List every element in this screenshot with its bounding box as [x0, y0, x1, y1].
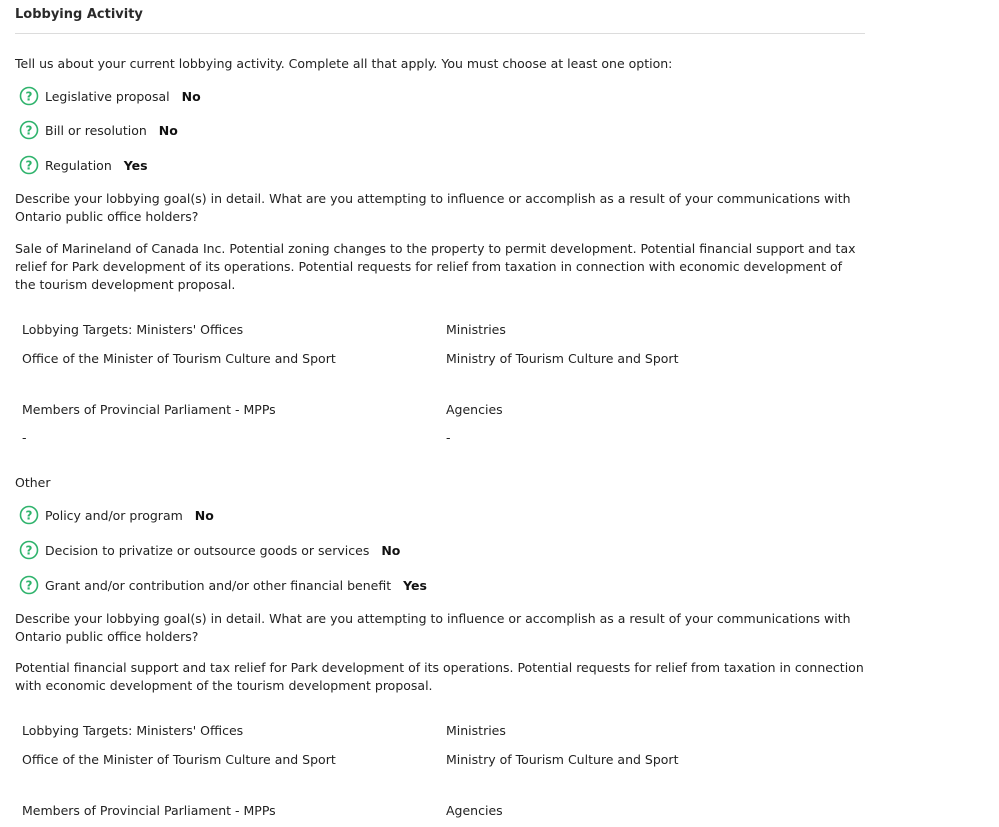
- question-answer: No: [381, 542, 401, 558]
- svg-text:?: ?: [25, 89, 33, 104]
- title-divider: [15, 33, 865, 34]
- help-question-icon[interactable]: [19, 86, 39, 106]
- targets-mpps-header: Members of Provincial Parliament - MPPs: [22, 402, 276, 417]
- targets-agencies-header: Agencies: [446, 402, 503, 417]
- other-heading: Other: [15, 475, 51, 490]
- targets-ministries-header: Ministries: [446, 322, 506, 337]
- question-answer: Yes: [123, 157, 148, 173]
- targets-ministers-header: Lobbying Targets: Ministers' Offices: [22, 322, 244, 337]
- targets-ministries-header: Ministries: [446, 723, 506, 738]
- question-answer: No: [194, 507, 214, 523]
- svg-text:?: ?: [25, 158, 33, 173]
- goal-prompt: Describe your lobbying goal(s) in detail. What are you attempting to influence or accomplish as a result of your communications with Ontario public office holders?: [15, 611, 851, 644]
- question-grant-or-contribution: [19, 574, 427, 596]
- targets-mpps-header: Members of Provincial Parliament - MPPs: [22, 803, 276, 818]
- targets-ministers-value: Office of the Minister of Tourism Culture and Sport: [22, 752, 336, 767]
- section-title: Lobbying Activity: [15, 7, 143, 22]
- targets-ministries-value: Ministry of Tourism Culture and Sport: [446, 351, 679, 366]
- svg-text:?: ?: [25, 123, 33, 138]
- help-question-icon[interactable]: [19, 120, 39, 140]
- targets-agencies-header: Agencies: [446, 803, 503, 818]
- targets-mpps-value: -: [22, 430, 27, 445]
- question-label: Policy and/or program: [45, 507, 183, 523]
- svg-text:?: ?: [25, 543, 33, 558]
- help-question-icon[interactable]: [19, 505, 39, 525]
- question-answer: No: [181, 88, 201, 104]
- question-privatize-or-outsource: [19, 539, 400, 561]
- goal-text: Potential financial support and tax relief for Park development of its operations. Potential requests for relief from taxation in connection with economic development of the tourism development proposal.: [15, 660, 864, 693]
- help-question-icon[interactable]: [19, 155, 39, 175]
- targets-ministries-value: Ministry of Tourism Culture and Sport: [446, 752, 679, 767]
- help-question-icon[interactable]: [19, 575, 39, 595]
- question-regulation: [19, 154, 148, 176]
- question-legislative-proposal: [19, 85, 201, 107]
- question-bill-or-resolution: [19, 119, 178, 141]
- question-policy-or-program: [19, 504, 214, 526]
- goal-text: Sale of Marineland of Canada Inc. Potential zoning changes to the property to permit development. Potential financial support and tax relief for Park development of its operations. Potential requests for relief from taxation in connection with economic development of the tourism development proposal.: [15, 241, 856, 292]
- question-answer: Yes: [403, 577, 427, 593]
- question-answer: No: [158, 122, 178, 138]
- targets-ministers-header: Lobbying Targets: Ministers' Offices: [22, 723, 244, 738]
- svg-text:?: ?: [25, 578, 33, 593]
- goal-prompt: Describe your lobbying goal(s) in detail. What are you attempting to influence or accomplish as a result of your communications with Ontario public office holders?: [15, 191, 851, 224]
- question-label: Grant and/or contribution and/or other financial benefit: [45, 577, 392, 593]
- question-label: Decision to privatize or outsource goods or services: [45, 542, 370, 558]
- targets-agencies-value: -: [446, 430, 451, 445]
- help-question-icon[interactable]: [19, 540, 39, 560]
- targets-ministers-value: Office of the Minister of Tourism Culture and Sport: [22, 351, 336, 366]
- intro-text: Tell us about your current lobbying activity. Complete all that apply. You must choose at least one option:: [15, 56, 673, 71]
- question-label: Bill or resolution: [45, 122, 147, 138]
- question-label: Regulation: [45, 157, 112, 173]
- question-label: Legislative proposal: [45, 88, 170, 104]
- svg-text:?: ?: [25, 508, 33, 523]
